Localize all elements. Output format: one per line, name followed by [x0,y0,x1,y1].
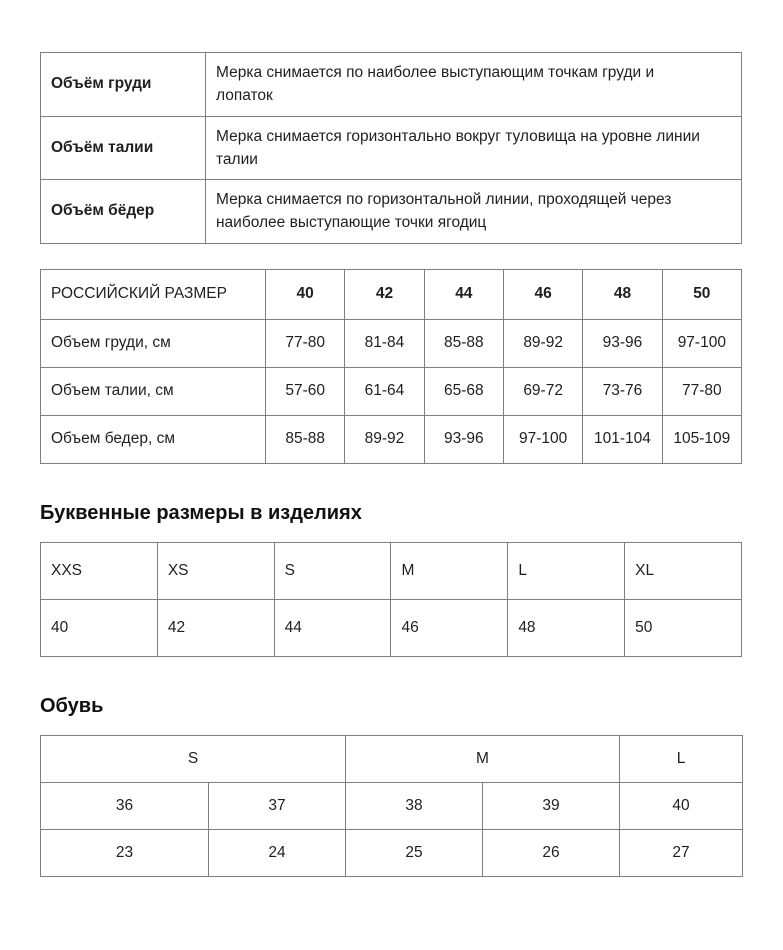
shoe-cm-size: 27 [620,829,743,876]
measurement-term: Объём бёдер [41,180,206,244]
measurement-value: 77-80 [662,367,741,415]
table-row [41,782,743,829]
measurement-value: 101-104 [583,415,662,463]
measurement-value: 81-84 [345,319,424,367]
table-row [41,829,743,876]
measurement-definitions-table [40,52,742,244]
shoe-eu-size: 36 [41,782,209,829]
number-size-cell: 50 [625,599,742,656]
shoes-heading: Обувь [40,694,104,717]
shoe-group-header: M [346,735,620,782]
row-label: Объем груди, см [41,319,266,367]
letter-size-cell: L [508,542,625,599]
measurement-definition: Мерка снимается по наиболее выступающим точкам груди и лопаток [206,53,742,117]
measurement-value: 105-109 [662,415,741,463]
number-size-cell: 46 [391,599,508,656]
row-label: Объем талии, см [41,367,266,415]
measurement-value: 97-100 [662,319,741,367]
measurement-value: 77-80 [266,319,345,367]
size-column-header: 42 [345,269,424,319]
number-size-cell: 48 [508,599,625,656]
shoe-eu-size: 37 [209,782,346,829]
measurement-value: 93-96 [424,415,503,463]
measurement-value: 93-96 [583,319,662,367]
number-size-cell: 40 [41,599,158,656]
size-column-header: 50 [662,269,741,319]
shoes-table [40,735,743,877]
letter-size-cell: XS [157,542,274,599]
letter-size-cell: XL [625,542,742,599]
shoe-eu-size: 38 [346,782,483,829]
table-header-row [41,735,743,782]
measurement-value: 97-100 [503,415,582,463]
table-row [41,415,742,463]
shoe-cm-size: 25 [346,829,483,876]
measurement-term: Объём груди [41,53,206,117]
measurement-value: 89-92 [345,415,424,463]
measurement-definition: Мерка снимается горизонтально вокруг туловища на уровне линии талии [206,116,742,180]
measurement-value: 85-88 [424,319,503,367]
shoe-group-header: L [620,735,743,782]
number-size-cell: 42 [157,599,274,656]
shoe-cm-size: 26 [483,829,620,876]
table-row [41,367,742,415]
russian-size-header-label: РОССИЙСКИЙ РАЗМЕР [41,269,266,319]
shoe-group-header: S [41,735,346,782]
table-row [41,180,742,244]
table-row [41,116,742,180]
number-size-cell: 44 [274,599,391,656]
letter-sizes-heading: Буквенные размеры в изделиях [40,501,362,524]
measurement-term: Объём талии [41,116,206,180]
table-row [41,53,742,117]
size-column-header: 46 [503,269,582,319]
shoe-cm-size: 24 [209,829,346,876]
measurement-value: 61-64 [345,367,424,415]
row-label: Объем бедер, см [41,415,266,463]
measurement-value: 89-92 [503,319,582,367]
measurement-value: 73-76 [583,367,662,415]
shoe-cm-size: 23 [41,829,209,876]
table-header-row [41,269,742,319]
measurement-value: 65-68 [424,367,503,415]
letter-size-cell: XXS [41,542,158,599]
letter-size-cell: S [274,542,391,599]
measurement-value: 69-72 [503,367,582,415]
size-column-header: 40 [266,269,345,319]
measurement-value: 57-60 [266,367,345,415]
table-header-row [41,542,742,599]
table-row [41,599,742,656]
russian-sizes-table [40,269,742,464]
measurement-value: 85-88 [266,415,345,463]
size-column-header: 44 [424,269,503,319]
measurement-definition: Мерка снимается по горизонтальной линии, проходящей через наиболее выступающие точки ягодиц [206,180,742,244]
size-column-header: 48 [583,269,662,319]
letter-size-cell: M [391,542,508,599]
table-row [41,319,742,367]
shoe-eu-size: 40 [620,782,743,829]
shoe-eu-size: 39 [483,782,620,829]
letter-sizes-table [40,542,742,657]
